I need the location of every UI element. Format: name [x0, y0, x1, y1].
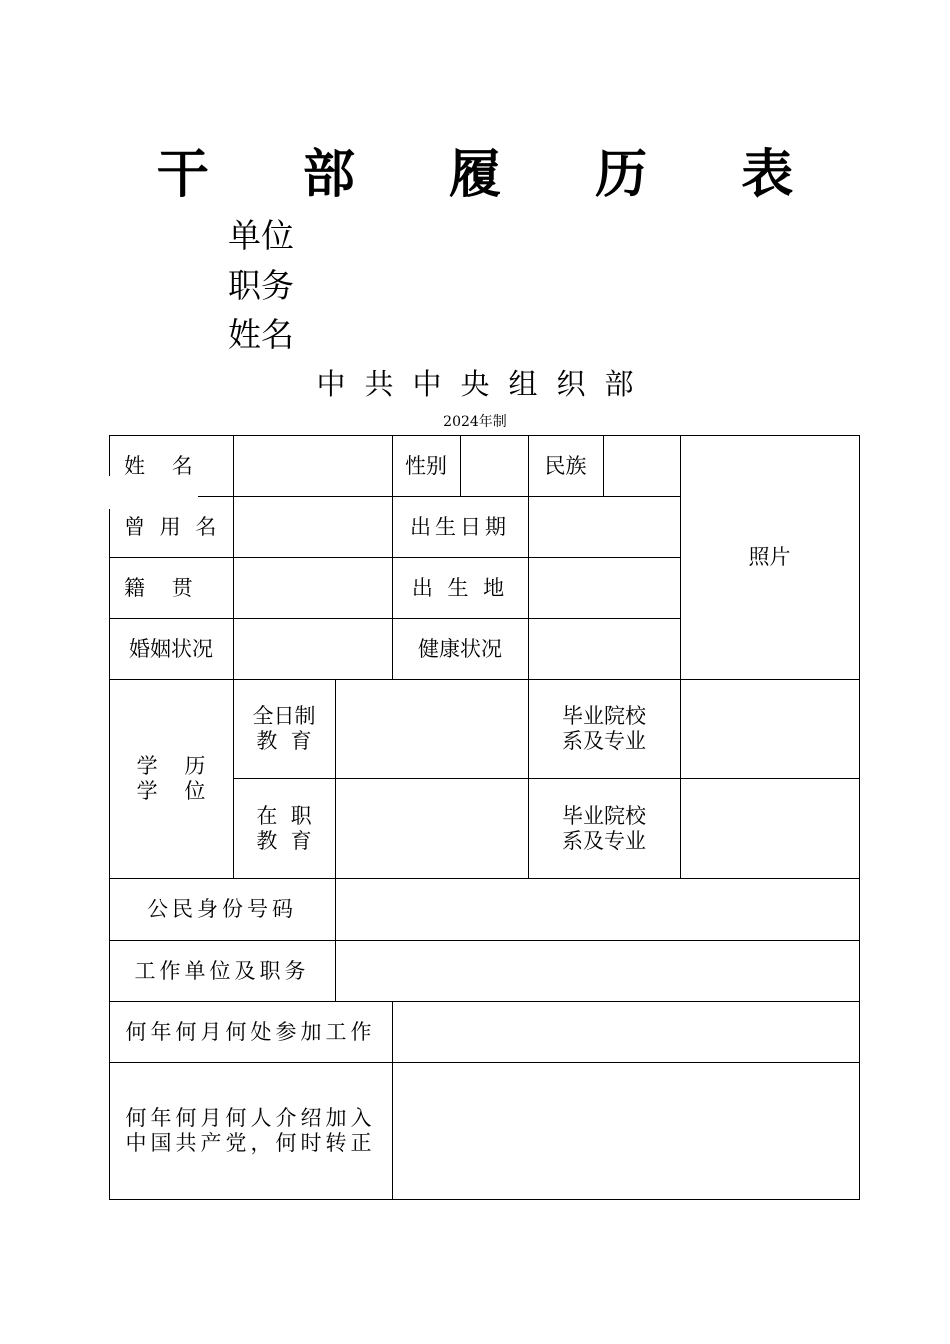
ethnicity-field-label: 民族 [544, 453, 587, 478]
name-field-label: 姓 名 [124, 453, 193, 478]
column-divider [603, 435, 604, 497]
table-border-right [859, 435, 860, 1200]
column-divider [460, 435, 461, 497]
health-status-field-label: 健康状况 [418, 636, 502, 661]
work-unit-position-field-label: 工作单位及职务 [134, 958, 310, 983]
graduate-school-major-label: 毕业院校 系及专业 [562, 704, 646, 753]
work-start-field-label: 何年何月何处参加工作 [125, 1019, 376, 1044]
gender-field-label: 性别 [405, 453, 447, 478]
party-join-field-label: 何年何月何人介绍加入 中国共产党，何时转正 [125, 1106, 376, 1155]
full-time-education-label: 全日制 教 育 [252, 704, 316, 753]
native-place-field-label: 籍 贯 [124, 575, 193, 600]
former-name-field-label: 曾 用 名 [124, 514, 221, 539]
column-divider [392, 1001, 393, 1200]
education-degree-label: 学 历 学 位 [136, 754, 206, 803]
position-label: 职务 [228, 266, 294, 305]
in-service-education-label: 在 职 教 育 [256, 803, 312, 853]
id-number-field-label: 公民身份号码 [147, 897, 297, 921]
photo-placeholder: 照片 [748, 545, 791, 569]
name-label: 姓名 [228, 315, 294, 354]
year-note: 2024年制 [443, 414, 507, 430]
graduate-school-major-label: 毕业院校 系及专业 [562, 803, 646, 853]
document-title: 干 部 履 历 表 [156, 144, 832, 205]
unit-label: 单位 [228, 216, 294, 255]
birth-date-field-label: 出生日期 [410, 514, 510, 539]
table-border-bottom [109, 1199, 860, 1200]
organization-name: 中共中央组织部 [316, 367, 653, 401]
birthplace-field-label: 出 生 地 [411, 575, 509, 600]
column-divider [335, 679, 336, 1001]
marital-status-field-label: 婚姻状况 [129, 636, 213, 661]
